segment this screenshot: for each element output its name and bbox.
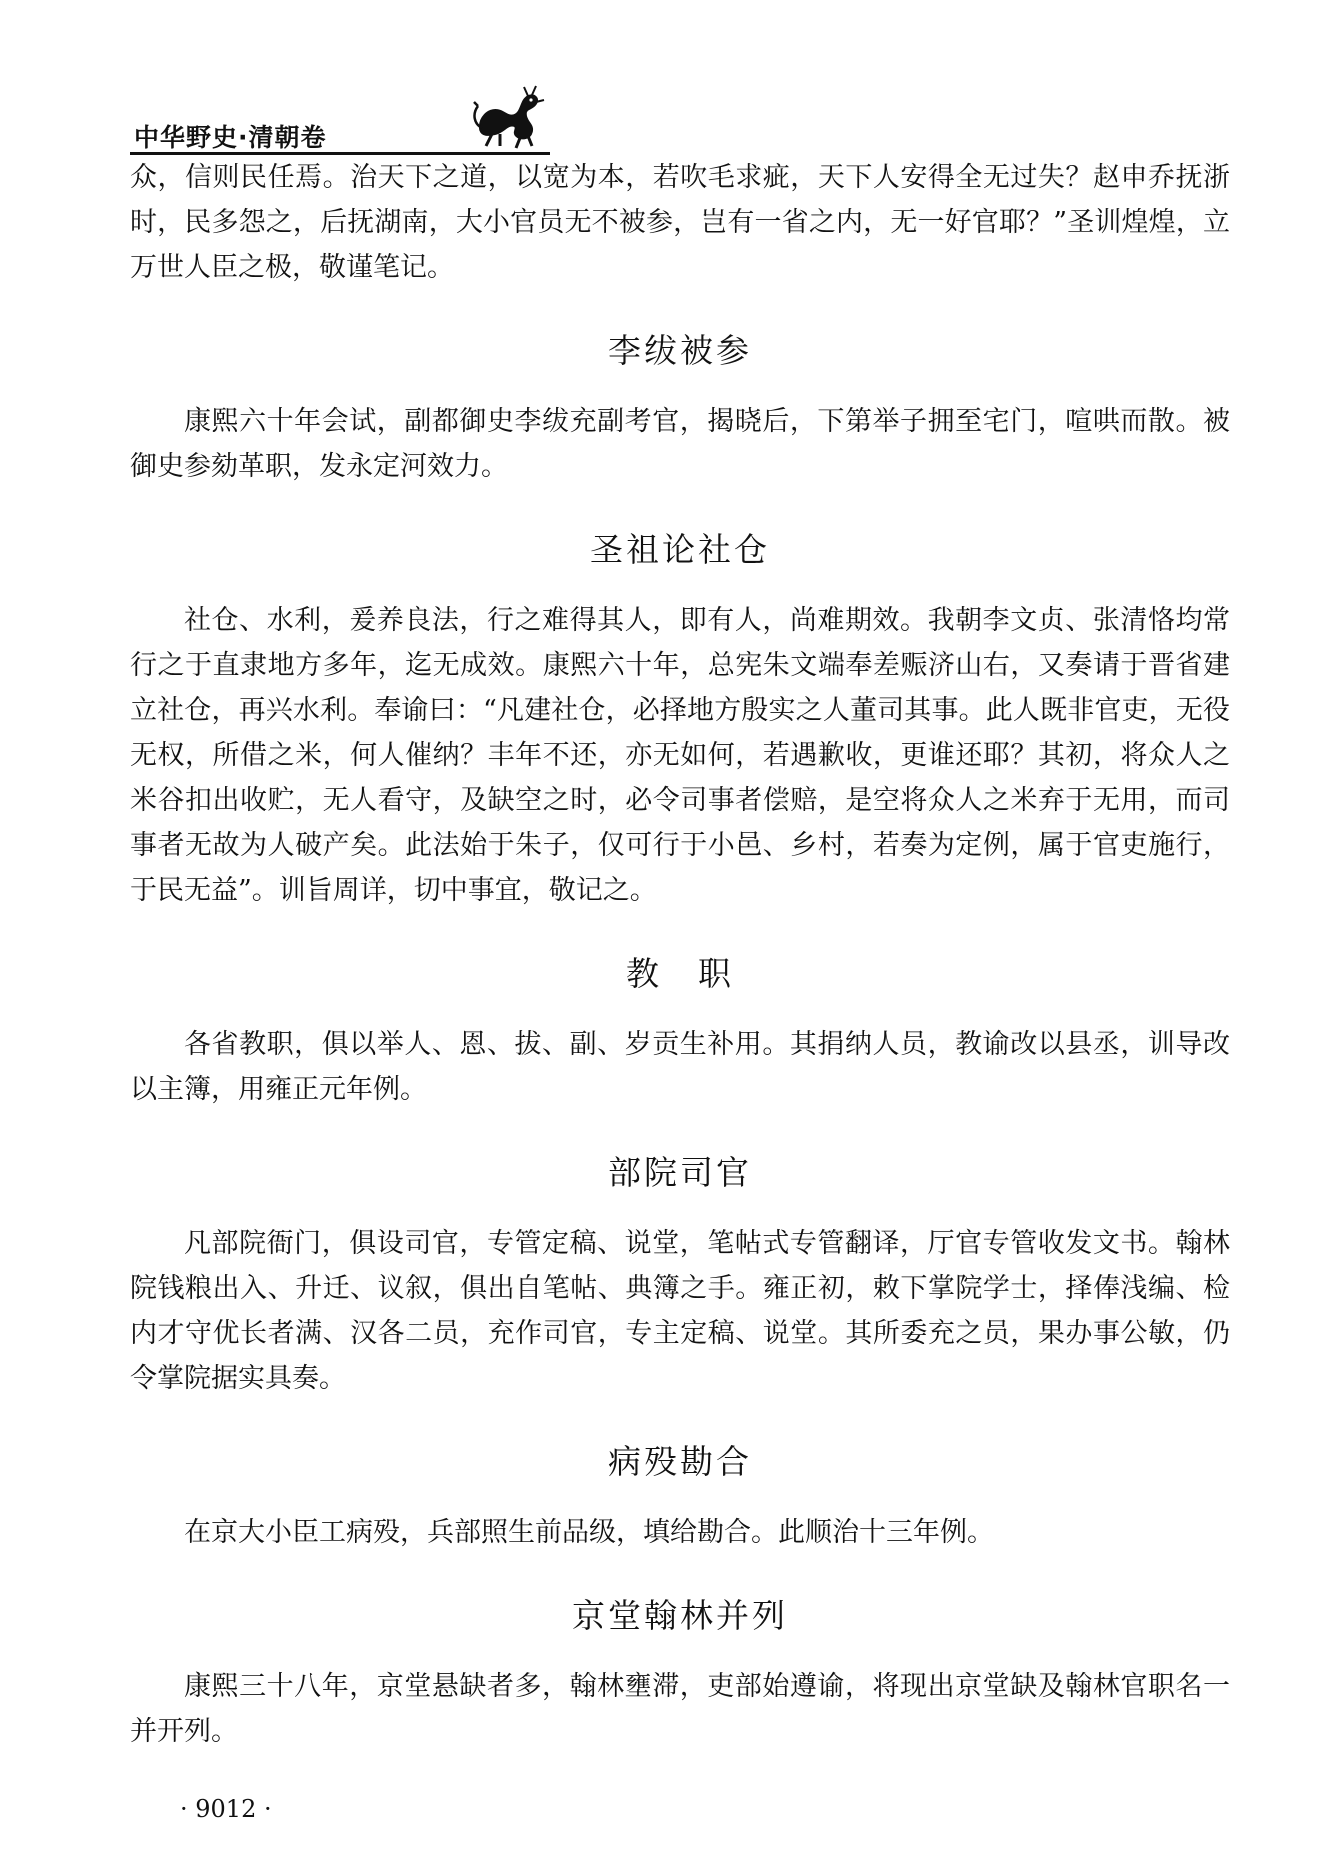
dragon-emblem-icon: [470, 84, 545, 150]
section-title: 病殁勘合: [608, 1442, 752, 1481]
section-paragraph: 康熙六十年会试，副都御史李绂充副考官，揭晓后，下第举子拥至宅门，喧哄而散。被御史参劾革职，发永定河效力。: [130, 406, 1230, 482]
section-paragraph: 各省教职，俱以举人、恩、拔、副、岁贡生补用。其捐纳人员，教谕改以县丞，训导改以主簿，用雍正元年例。: [130, 1029, 1230, 1105]
page-header: [130, 80, 550, 155]
section-title: 李绂被参: [608, 331, 752, 370]
section-paragraph: 社仓、水利，爰养良法，行之难得其人，即有人，尚难期效。我朝李文贞、张清恪均常行之于直隶地方多年，迄无成效。康熙六十年，总宪朱文端奉差赈济山右，又奏请于晋省建立社仓，再兴水利。奉谕曰：“凡建社仓，必择地方殷实之人董司其事。此人既非官吏，无役无权，所借之米，何人催纳？丰年不还，亦无如何，若遇歉收，更谁还耶？其初，将众人之米谷扣出收贮，无人看守，及缺空之时，必令司事者偿赔，是空将众人之米弃于无用，而司事者无故为人破产矣。此法始于朱子，仅可行于小邑、乡村，若奏为定例，属于官吏施行，于民无益”。训旨周详，切中事宜，敬记之。: [130, 605, 1230, 906]
section-paragraph: 康熙三十八年，京堂悬缺者多，翰林壅滞，吏部始遵谕，将现出京堂缺及翰林官职名一并开列。: [130, 1671, 1230, 1747]
page-number: · 9012 ·: [180, 1795, 272, 1823]
running-title: 中华野史·清朝卷: [134, 123, 327, 152]
page-body: [130, 155, 1230, 1754]
section-title: 京堂翰林并列: [572, 1596, 788, 1635]
section-paragraph: 在京大小臣工病殁，兵部照生前品级，填给勘合。此顺治十三年例。: [184, 1517, 994, 1548]
section-title: 圣祖论社仓: [590, 530, 770, 569]
section-title: 部院司官: [608, 1153, 752, 1192]
section-title: 教 职: [626, 954, 734, 993]
continued-paragraph: 众，信则民任焉。治天下之道，以宽为本，若吹毛求疵，天下人安得全无过失？赵申乔抚浙时，民多怨之，后抚湖南，大小官员无不被参，岂有一省之内，无一好官耶？”圣训煌煌，立万世人臣之极，敬谨笔记。: [130, 162, 1230, 283]
section-paragraph: 凡部院衙门，俱设司官，专管定稿、说堂，笔帖式专管翻译，厅官专管收发文书。翰林院钱粮出入、升迁、议叙，俱出自笔帖、典簿之手。雍正初，敕下掌院学士，择俸浅编、检内才守优长者满、汉各二员，充作司官，专主定稿、说堂。其所委充之员，果办事公敏，仍令掌院据实具奏。: [130, 1228, 1230, 1394]
